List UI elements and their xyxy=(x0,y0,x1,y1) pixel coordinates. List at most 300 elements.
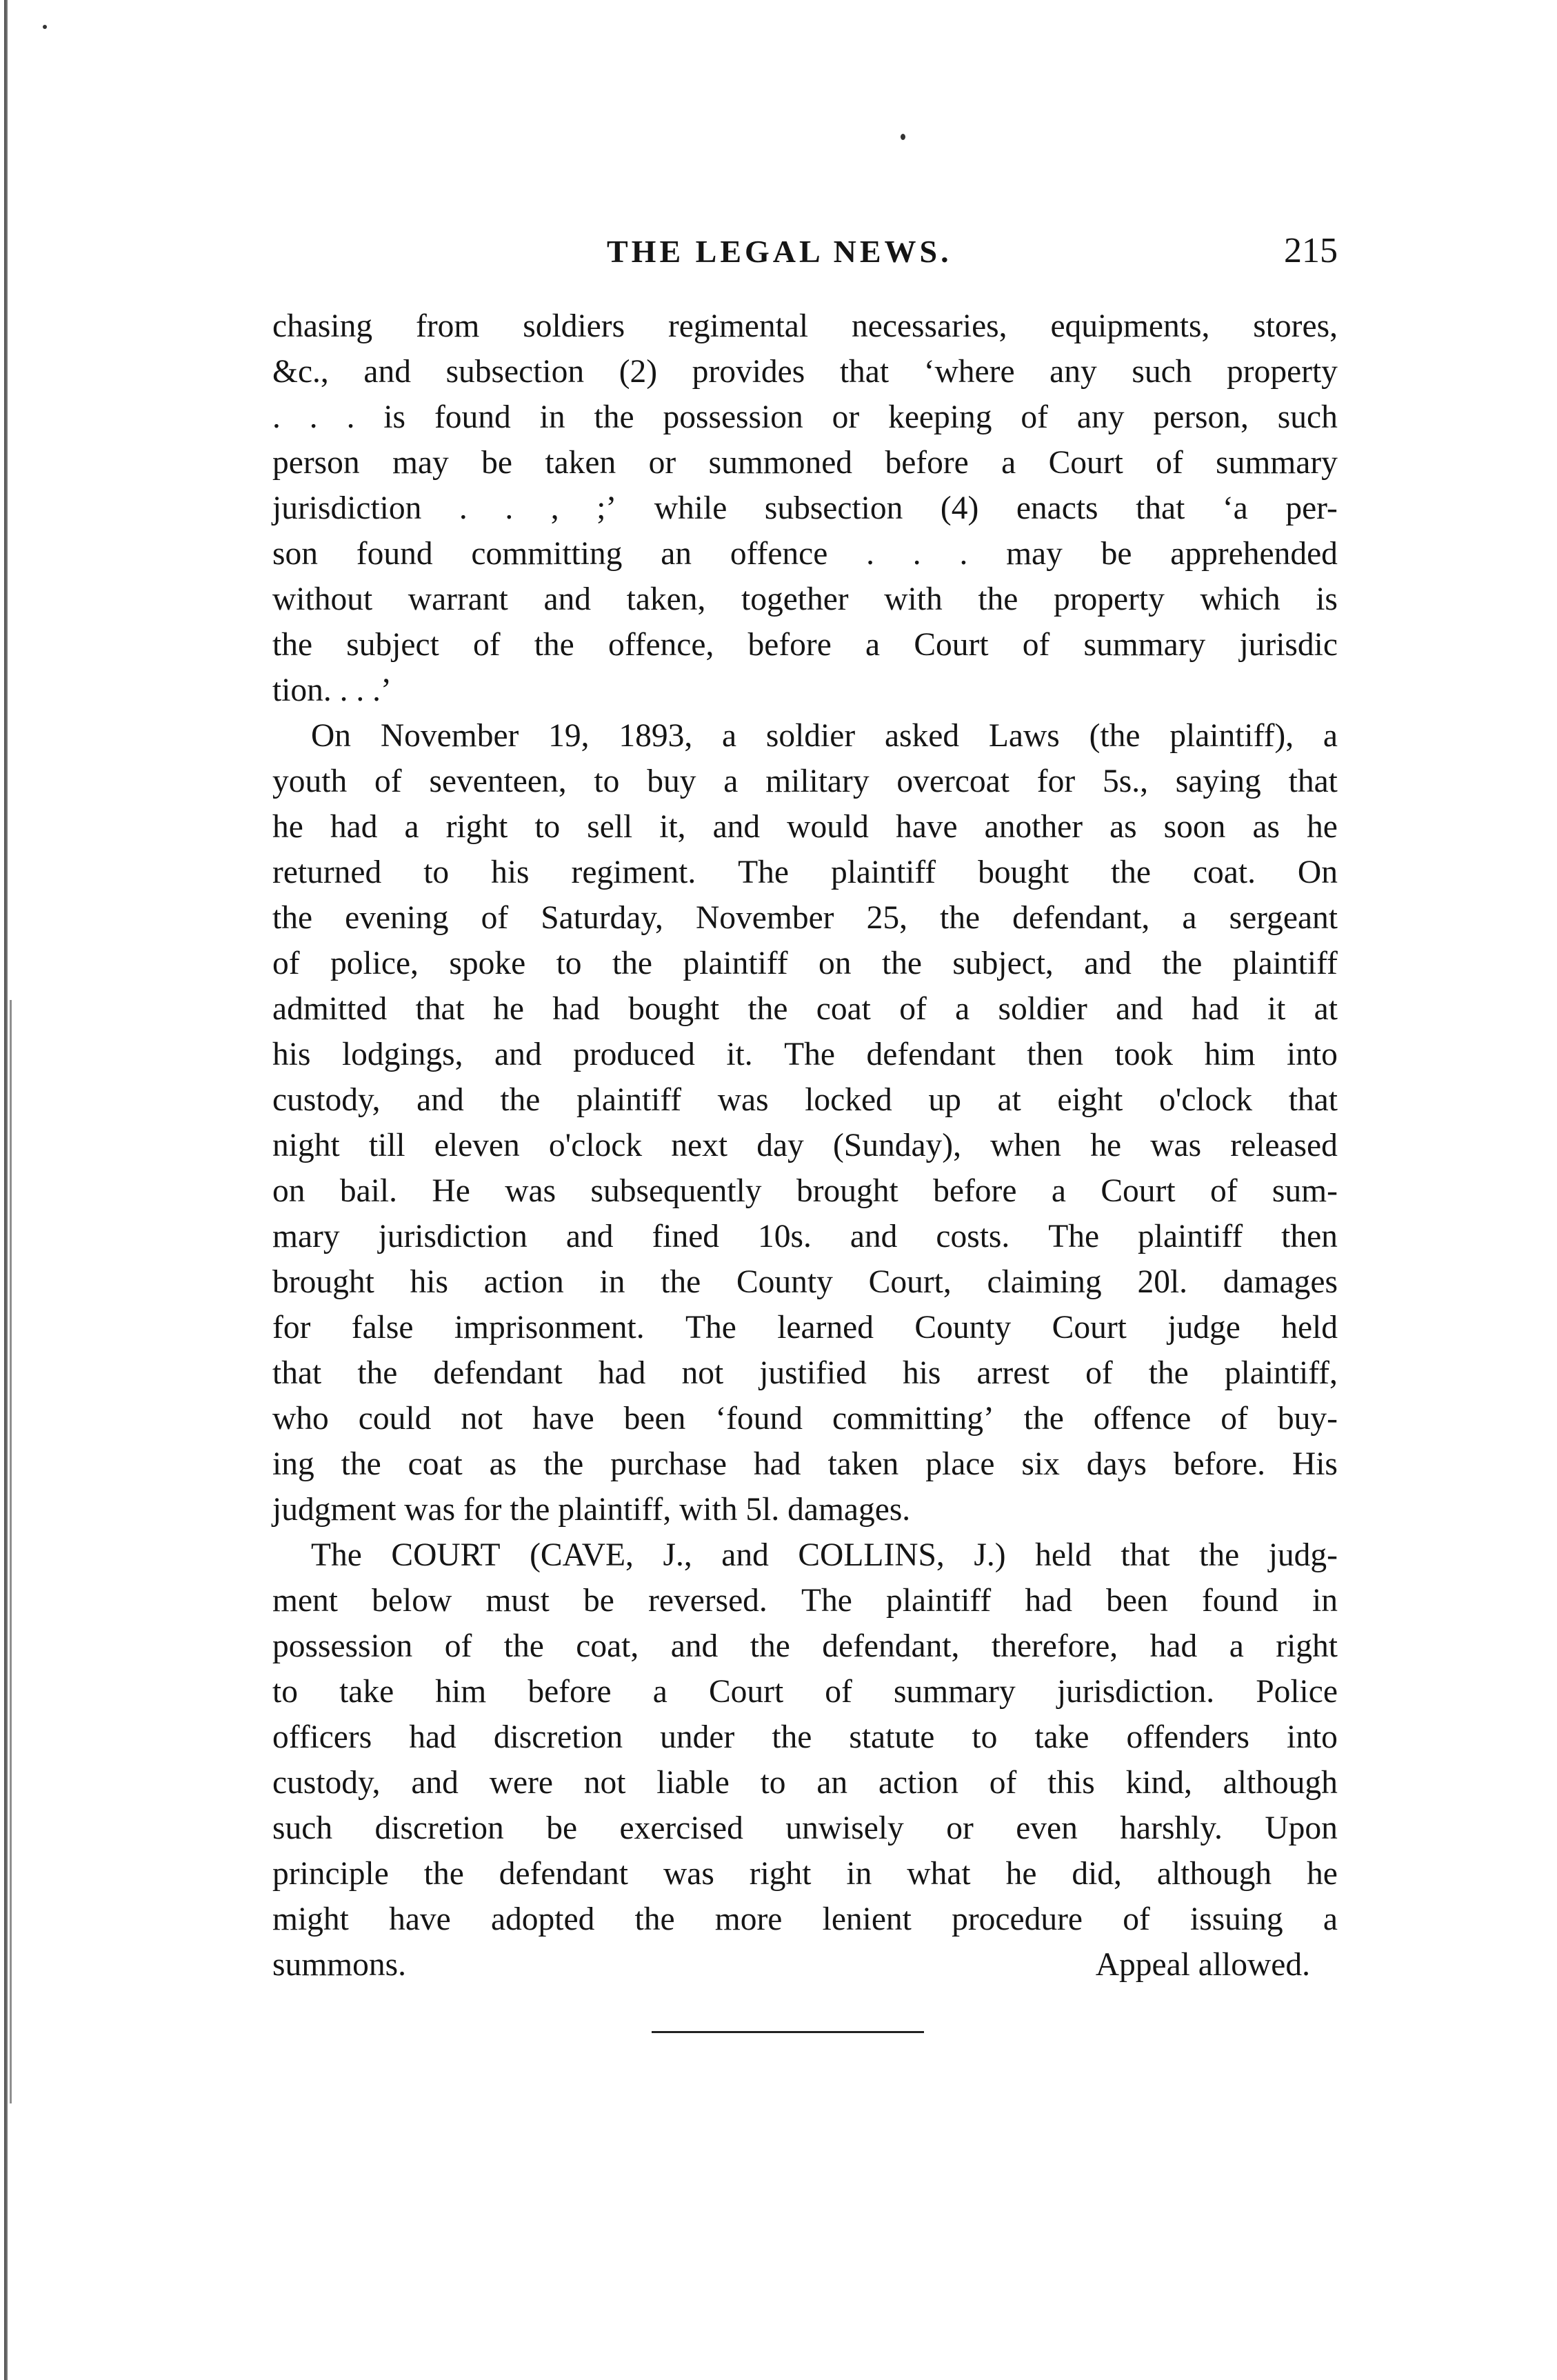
continuation-paragraph xyxy=(272,303,1338,713)
closing-line xyxy=(272,1942,1338,1988)
text-line xyxy=(272,1123,1338,1168)
word: produced xyxy=(573,1037,695,1072)
word: subsequently xyxy=(590,1173,762,1209)
word: taken xyxy=(827,1446,899,1482)
word: be xyxy=(546,1810,578,1846)
word: His xyxy=(1292,1446,1338,1482)
word: subject, xyxy=(952,946,1054,981)
word: be xyxy=(583,1583,614,1619)
text-line xyxy=(272,1623,1338,1669)
word: Court xyxy=(1048,445,1123,481)
running-title: THE LEGAL NEWS. xyxy=(607,234,952,269)
word: the xyxy=(634,1901,675,1937)
word: another xyxy=(984,809,1083,845)
word: 10s. xyxy=(758,1219,812,1254)
word: who xyxy=(272,1401,329,1437)
word: the xyxy=(594,399,634,435)
word: eleven xyxy=(434,1128,520,1163)
word: therefore, xyxy=(991,1628,1118,1664)
text-line xyxy=(272,1396,1338,1441)
text-line xyxy=(272,1578,1338,1623)
word: an xyxy=(816,1765,848,1801)
word: 1893, xyxy=(619,718,693,754)
word: the xyxy=(940,900,981,936)
text-line xyxy=(272,531,1338,577)
text-line xyxy=(272,804,1338,850)
word: from xyxy=(416,308,480,344)
word: soldiers xyxy=(523,308,625,344)
word: offenders xyxy=(1126,1719,1249,1755)
word: The xyxy=(801,1583,852,1619)
word: of xyxy=(1021,399,1048,435)
word: offence xyxy=(730,536,828,572)
word: claiming xyxy=(987,1264,1102,1300)
word: defendant xyxy=(866,1037,996,1072)
word: enacts xyxy=(1016,490,1098,526)
word: the xyxy=(543,1446,584,1482)
word: day xyxy=(756,1128,804,1163)
word: a xyxy=(865,627,881,663)
text-line: tion. . . .’ xyxy=(272,672,392,708)
word: brought xyxy=(272,1264,374,1300)
word: up xyxy=(928,1082,961,1118)
final-word: summons. xyxy=(272,1947,406,1983)
text-line xyxy=(272,850,1338,895)
word: soon xyxy=(1163,809,1226,845)
word: The xyxy=(311,1537,362,1573)
word: COURT xyxy=(391,1537,501,1573)
word: had xyxy=(598,1355,646,1391)
word: action xyxy=(878,1765,958,1801)
text-line xyxy=(272,1532,1338,1578)
word: found xyxy=(356,536,433,572)
word: chasing xyxy=(272,308,373,344)
word: of xyxy=(272,946,300,981)
word: for xyxy=(272,1310,311,1346)
word: the xyxy=(423,1856,464,1892)
word: had xyxy=(753,1446,801,1482)
text-line xyxy=(272,349,1338,394)
word: (the xyxy=(1089,718,1141,754)
word: without xyxy=(272,581,373,617)
word: the xyxy=(881,946,922,981)
word: before xyxy=(747,627,832,663)
word: and xyxy=(721,1537,769,1573)
word: together xyxy=(741,581,849,617)
word: and xyxy=(670,1628,719,1664)
word: a xyxy=(652,1674,667,1710)
word: released xyxy=(1230,1128,1338,1163)
word: be xyxy=(481,445,513,481)
section-divider xyxy=(652,2031,924,2033)
word: &c., xyxy=(272,354,329,390)
word: (Sunday), xyxy=(832,1128,961,1163)
text-line xyxy=(272,1305,1338,1350)
word: in xyxy=(846,1856,872,1892)
word: was xyxy=(1150,1128,1202,1163)
word: would xyxy=(787,809,869,845)
word: before xyxy=(528,1674,612,1710)
word: he xyxy=(1005,1856,1037,1892)
word: such xyxy=(272,1810,333,1846)
word: that xyxy=(415,991,465,1027)
word: reversed. xyxy=(648,1583,767,1619)
text-line xyxy=(272,622,1338,668)
word: bail. xyxy=(339,1173,398,1209)
word: the xyxy=(503,1628,544,1664)
text-line xyxy=(272,577,1338,622)
word: . xyxy=(866,536,874,572)
word: lodgings, xyxy=(341,1037,463,1072)
word: equipments, xyxy=(1050,308,1210,344)
word: brought xyxy=(796,1173,898,1209)
word: ing xyxy=(272,1446,314,1482)
word: On xyxy=(1297,854,1338,890)
word: , xyxy=(550,490,559,526)
word: sell xyxy=(587,809,633,845)
word: he xyxy=(1307,809,1338,845)
word: the xyxy=(1023,1401,1064,1437)
word: under xyxy=(660,1719,735,1755)
word: bought xyxy=(978,854,1069,890)
word: judg- xyxy=(1268,1537,1338,1573)
text-line xyxy=(272,986,1338,1032)
word: and xyxy=(565,1219,614,1254)
case-outcome: Appeal allowed. xyxy=(1095,1947,1310,1983)
word: before xyxy=(933,1173,1017,1209)
word: saying xyxy=(1175,763,1261,799)
word: the xyxy=(1162,946,1203,981)
word: overcoat xyxy=(896,763,1009,799)
article-body xyxy=(272,303,1338,1988)
word: a xyxy=(1323,1901,1338,1937)
word: days xyxy=(1086,1446,1147,1482)
word: when xyxy=(990,1128,1062,1163)
word: before. xyxy=(1173,1446,1265,1482)
word: defendant, xyxy=(1012,900,1150,936)
word: spoke xyxy=(449,946,526,981)
word: to xyxy=(534,809,561,845)
word: of xyxy=(989,1765,1017,1801)
word: that xyxy=(839,354,890,390)
word: be xyxy=(1101,536,1132,572)
word: place xyxy=(925,1446,995,1482)
word: as xyxy=(1252,809,1280,845)
word: Saturday, xyxy=(541,900,663,936)
word: Laws xyxy=(988,718,1060,754)
word: police, xyxy=(330,946,419,981)
word: his xyxy=(491,854,530,890)
word: necessaries, xyxy=(852,308,1007,344)
word: The xyxy=(1048,1219,1100,1254)
word: jurisdic xyxy=(1239,627,1338,663)
word: arrest xyxy=(976,1355,1049,1391)
text-line xyxy=(272,1669,1338,1714)
word: offence, xyxy=(607,627,714,663)
word: J., xyxy=(663,1537,692,1573)
word: judge xyxy=(1167,1310,1240,1346)
word: November xyxy=(380,718,519,754)
word: into xyxy=(1287,1719,1338,1755)
word: more xyxy=(714,1901,783,1937)
word: what xyxy=(907,1856,971,1892)
word: lenient xyxy=(822,1901,912,1937)
word: had xyxy=(330,809,378,845)
word: person, xyxy=(1153,399,1249,435)
word: false xyxy=(351,1310,414,1346)
word: in xyxy=(599,1264,625,1300)
word: 19, xyxy=(548,718,590,754)
word: or xyxy=(832,399,860,435)
word: that xyxy=(1121,1537,1170,1573)
word: a xyxy=(1323,718,1338,754)
word: a xyxy=(721,718,737,754)
word: o'clock xyxy=(548,1128,643,1163)
word: . xyxy=(272,399,281,435)
word: to xyxy=(972,1719,998,1755)
word: had xyxy=(552,991,600,1027)
word: custody, xyxy=(272,1082,381,1118)
word: was xyxy=(663,1856,714,1892)
word: or xyxy=(648,445,676,481)
word: his xyxy=(410,1264,448,1300)
word: person xyxy=(272,445,360,481)
text-line xyxy=(272,1760,1338,1806)
word: of xyxy=(1022,627,1050,663)
word: found xyxy=(1202,1583,1278,1619)
word: . xyxy=(505,490,514,526)
word: seventeen, xyxy=(429,763,567,799)
word: right xyxy=(749,1856,812,1892)
word: possession xyxy=(272,1628,413,1664)
word: coat xyxy=(408,1446,463,1482)
word: discretion xyxy=(493,1719,623,1755)
word: subsection xyxy=(764,490,903,526)
word: . xyxy=(309,399,318,435)
word: subsection xyxy=(445,354,585,390)
word: The xyxy=(784,1037,835,1072)
word: asked xyxy=(884,718,960,754)
word: at xyxy=(1314,991,1338,1027)
word: had xyxy=(1025,1583,1072,1619)
word: as xyxy=(489,1446,517,1482)
word: buy xyxy=(647,763,696,799)
word: returned xyxy=(272,854,382,890)
word: and xyxy=(363,354,411,390)
word: right xyxy=(1276,1628,1338,1664)
page-number: 215 xyxy=(1284,231,1338,270)
word: the xyxy=(272,900,313,936)
word: the xyxy=(272,627,313,663)
text-line xyxy=(272,1441,1338,1487)
word: had xyxy=(1149,1628,1198,1664)
word: to xyxy=(423,854,450,890)
word: take xyxy=(1034,1719,1089,1755)
word: plaintiff xyxy=(1138,1219,1243,1254)
word: ment xyxy=(272,1583,338,1619)
word: justified xyxy=(759,1355,867,1391)
word: have xyxy=(389,1901,451,1937)
word: any xyxy=(1049,354,1097,390)
word: purchase xyxy=(610,1446,727,1482)
facts-paragraph xyxy=(272,713,1338,1532)
word: . xyxy=(912,536,921,572)
word: of xyxy=(1123,1901,1150,1937)
word: J.) xyxy=(974,1537,1006,1573)
word: of xyxy=(472,627,501,663)
word: right xyxy=(445,809,508,845)
word: to xyxy=(760,1765,786,1801)
word: taken, xyxy=(626,581,706,617)
word: plaintiff xyxy=(576,1082,682,1118)
word: night xyxy=(272,1128,340,1163)
page-header xyxy=(276,233,1338,274)
word: apprehended xyxy=(1170,536,1338,572)
text-line xyxy=(272,895,1338,941)
word: not xyxy=(461,1401,503,1437)
word: sum- xyxy=(1272,1173,1338,1209)
word: warrant xyxy=(408,581,508,617)
word: of xyxy=(374,763,402,799)
word: have xyxy=(895,809,958,845)
word: harshly. xyxy=(1120,1810,1223,1846)
word: an xyxy=(661,536,692,572)
word: The xyxy=(738,854,790,890)
word: with xyxy=(884,581,943,617)
word: and xyxy=(494,1037,542,1072)
word: he xyxy=(1307,1856,1338,1892)
word: learned xyxy=(777,1310,874,1346)
word: exercised xyxy=(619,1810,743,1846)
word: such xyxy=(1132,354,1192,390)
word: took xyxy=(1114,1037,1174,1072)
word: had xyxy=(1191,991,1239,1027)
scan-page-edge xyxy=(4,0,8,2380)
scan-binding-shadow xyxy=(10,1000,12,2103)
word: soldier xyxy=(998,991,1087,1027)
word: his xyxy=(272,1037,311,1072)
word: subject xyxy=(346,627,439,663)
word: a xyxy=(1051,1173,1066,1209)
word: the xyxy=(612,946,653,981)
word: was xyxy=(505,1173,556,1209)
word: damages xyxy=(1223,1264,1338,1300)
word: of xyxy=(825,1674,852,1710)
word: (4) xyxy=(940,490,979,526)
word: and xyxy=(1116,991,1163,1027)
word: to xyxy=(556,946,582,981)
word: even xyxy=(1016,1810,1078,1846)
word: him xyxy=(435,1674,487,1710)
word: kind, xyxy=(1125,1765,1192,1801)
word: a xyxy=(1229,1628,1244,1664)
word: COLLINS, xyxy=(798,1537,945,1573)
word: and xyxy=(712,809,761,845)
word: unwisely xyxy=(785,1810,904,1846)
text-line xyxy=(272,394,1338,440)
word: till xyxy=(368,1128,405,1163)
word: soldier xyxy=(765,718,856,754)
word: On xyxy=(311,718,352,754)
word: of xyxy=(1156,445,1183,481)
word: have xyxy=(532,1401,594,1437)
word: had xyxy=(409,1719,456,1755)
word: is xyxy=(1316,581,1338,617)
word: . xyxy=(346,399,355,435)
text-line xyxy=(272,303,1338,349)
word: the xyxy=(772,1719,812,1755)
word: may xyxy=(1006,536,1063,572)
word: the xyxy=(978,581,1018,617)
word: ‘where xyxy=(923,354,1015,390)
word: he xyxy=(1090,1128,1122,1163)
word: plaintiff xyxy=(886,1583,992,1619)
word: of xyxy=(481,900,509,936)
word: of xyxy=(899,991,927,1027)
word: sergeant xyxy=(1229,900,1338,936)
word: plaintiff, xyxy=(1224,1355,1338,1391)
word: regiment. xyxy=(571,854,696,890)
word: plaintiff xyxy=(683,946,788,981)
word: were xyxy=(489,1765,554,1801)
word: jurisdiction xyxy=(272,490,422,526)
word: any xyxy=(1076,399,1125,435)
word: fined xyxy=(652,1219,720,1254)
word: the xyxy=(1199,1537,1240,1573)
word: could xyxy=(358,1401,432,1437)
word: on xyxy=(818,946,852,981)
word: Court xyxy=(708,1674,784,1710)
word: son xyxy=(272,536,318,572)
word: The xyxy=(685,1310,736,1346)
word: below xyxy=(372,1583,452,1619)
word: is xyxy=(383,399,406,435)
word: the xyxy=(534,627,574,663)
word: and xyxy=(850,1219,898,1254)
scan-speck xyxy=(901,134,905,140)
word: 20l. xyxy=(1137,1264,1188,1300)
word: been xyxy=(1106,1583,1168,1619)
text-line xyxy=(272,1851,1338,1897)
word: locked xyxy=(805,1082,892,1118)
word: in xyxy=(1312,1583,1338,1619)
word: the xyxy=(357,1355,398,1391)
text-line xyxy=(272,759,1338,804)
word: in xyxy=(539,399,565,435)
word: defendant xyxy=(499,1856,628,1892)
word: Court, xyxy=(868,1264,952,1300)
word: a xyxy=(955,991,970,1027)
word: a xyxy=(404,809,419,845)
word: admitted xyxy=(272,991,388,1027)
word: . xyxy=(459,490,468,526)
word: action xyxy=(483,1264,564,1300)
word: County xyxy=(914,1310,1012,1346)
text-line xyxy=(272,486,1338,531)
word: per- xyxy=(1285,490,1338,526)
word: might xyxy=(272,1901,349,1937)
word: take xyxy=(339,1674,394,1710)
word: a xyxy=(723,763,739,799)
word: committing’ xyxy=(832,1401,994,1437)
word: property xyxy=(1227,354,1338,390)
word: it. xyxy=(726,1037,753,1072)
word: . xyxy=(959,536,968,572)
word: summoned xyxy=(708,445,853,481)
word: that xyxy=(1136,490,1185,526)
word: youth xyxy=(272,763,348,799)
word: ‘found xyxy=(715,1401,803,1437)
